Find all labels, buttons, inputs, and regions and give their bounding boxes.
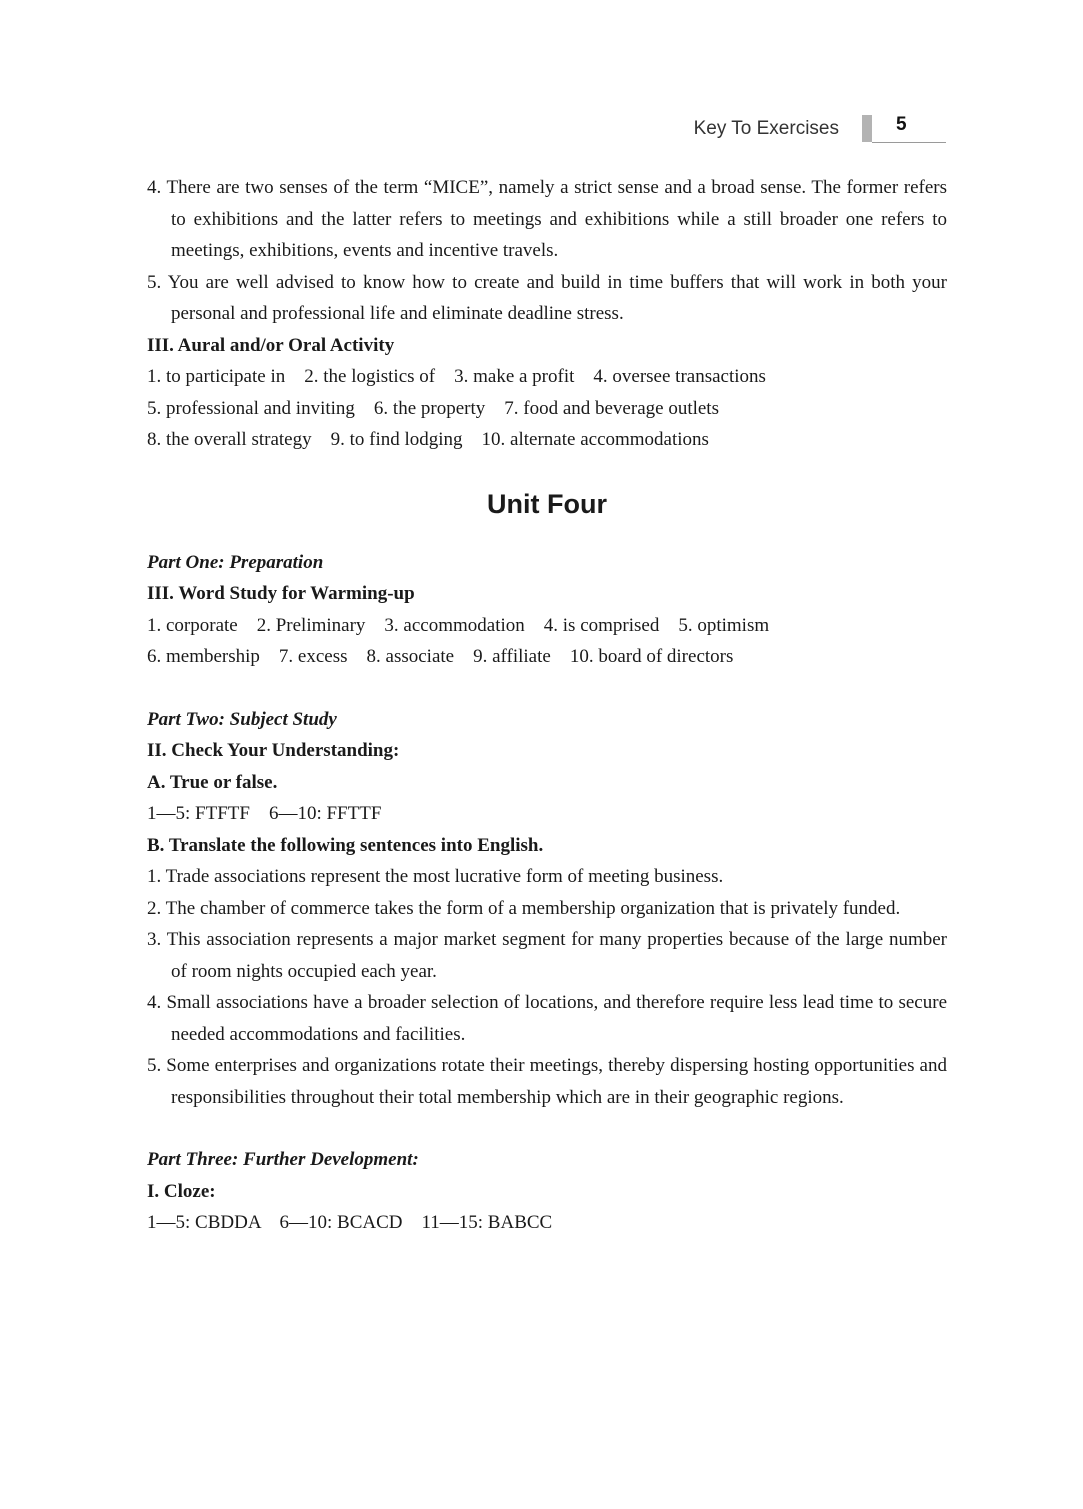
answer-line: 1—5: CBDDA 6—10: BCACD 11—15: BABCC bbox=[147, 1212, 553, 1233]
section-heading: III. Word Study for Warming-up bbox=[147, 583, 415, 604]
header-title: Key To Exercises bbox=[693, 118, 839, 139]
running-header bbox=[600, 112, 946, 144]
section-heading: I. Cloze: bbox=[147, 1180, 216, 1202]
answer-line: 8. the overall strategy 9. to find lodging 10. alternate accommodations bbox=[147, 429, 709, 450]
answer-item: 5. You are well advised to know how to create and build in time buffers that will work in both your personal and professional life and eliminate deadline stress. bbox=[147, 271, 947, 324]
answer-line: 1. corporate 2. Preliminary 3. accommodation 4. is comprised 5. optimism bbox=[147, 614, 770, 636]
page-number: 5 bbox=[896, 114, 907, 135]
header-bar-decoration bbox=[862, 115, 872, 142]
answer-line: 1. to participate in 2. the logistics of 3. make a profit 4. oversee transactions bbox=[147, 366, 766, 387]
spacer bbox=[147, 1113, 947, 1144]
subsection-heading: B. Translate the following sentences into English. bbox=[147, 834, 544, 856]
answer-item: 5. Some enterprises and organizations rotate their meetings, thereby dispersing hosting opportunities and responsibilities throughout their total membership which are in their geographic regions. bbox=[147, 1055, 947, 1108]
answer-line: 5. professional and inviting 6. the property 7. food and beverage outlets bbox=[147, 397, 719, 419]
section-heading: III. Aural and/or Oral Activity bbox=[147, 334, 395, 356]
answer-item: 2. The chamber of commerce takes the form of a membership organization that is privately funded. bbox=[147, 897, 901, 919]
answer-line: 1—5: FTFTF 6—10: FFTTF bbox=[147, 803, 382, 824]
answer-item: 1. Trade associations represent the most lucrative form of meeting business. bbox=[147, 866, 724, 887]
answer-item: 3. This association represents a major market segment for many properties because of the large number of room nights occupied each year. bbox=[147, 929, 947, 982]
section-heading: II. Check Your Understanding: bbox=[147, 740, 400, 761]
spacer bbox=[147, 673, 947, 704]
part-heading: Part Three: Further Development: bbox=[147, 1149, 419, 1170]
unit-title: Unit Four bbox=[487, 488, 607, 519]
page-content bbox=[147, 172, 947, 1239]
answer-line: 6. membership 7. excess 8. associate 9. affiliate 10. board of directors bbox=[147, 646, 734, 667]
header-rule bbox=[872, 142, 946, 143]
subsection-heading: A. True or false. bbox=[147, 771, 278, 793]
answer-item: 4. There are two senses of the term “MICE”, namely a strict sense and a broad sense. The former refers to exhibitions and the latter refers to meetings and exhibitions while a still broader one refers to meetings, exhibitions, events and incentive travels. bbox=[147, 177, 947, 261]
part-heading: Part Two: Subject Study bbox=[147, 708, 337, 730]
part-heading: Part One: Preparation bbox=[147, 551, 324, 573]
answer-item: 4. Small associations have a broader selection of locations, and therefore require less lead time to secure needed accommodations and facilities. bbox=[147, 992, 947, 1045]
